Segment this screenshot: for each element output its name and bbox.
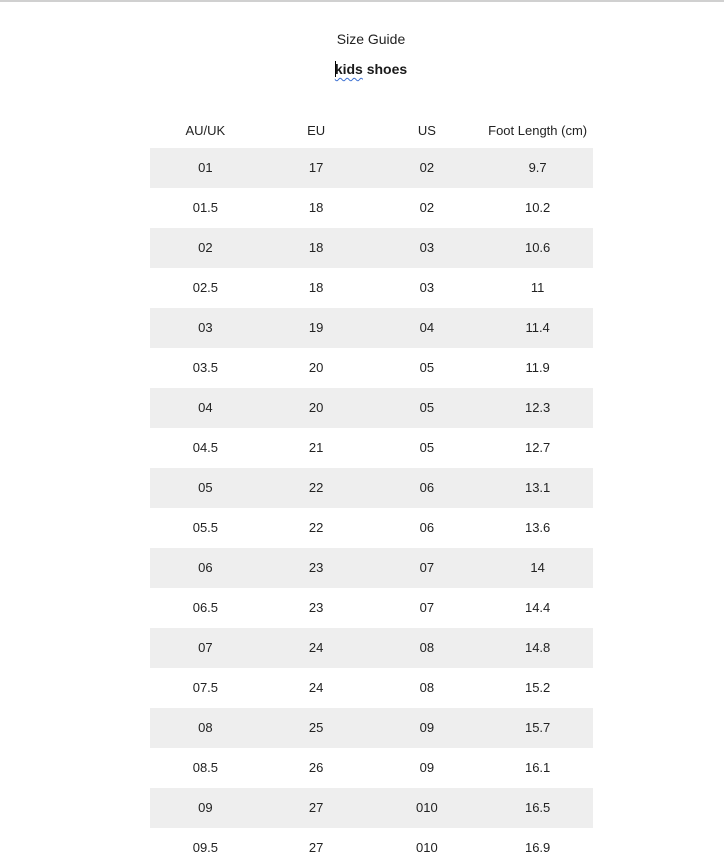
- cell-eu: 21: [308, 440, 324, 455]
- cell-au-uk: 07: [198, 640, 213, 655]
- table-row: [150, 708, 593, 748]
- cell-foot-length: 9.7: [528, 160, 547, 175]
- cell-au-uk: 03.5: [192, 360, 219, 375]
- cell-eu: 27: [308, 840, 324, 855]
- cell-foot-length: 13.6: [524, 520, 551, 535]
- header-us: US: [417, 123, 436, 138]
- cell-eu: 18: [308, 280, 324, 295]
- cell-us: 02: [419, 200, 435, 215]
- cell-eu: 24: [308, 680, 324, 695]
- cell-au-uk: 07.5: [192, 680, 219, 695]
- cell-eu: 26: [308, 760, 324, 775]
- cell-foot-length: 15.7: [524, 720, 551, 735]
- cell-us: 06: [419, 520, 435, 535]
- cell-foot-length: 16.1: [524, 760, 551, 775]
- cell-eu: 22: [308, 520, 324, 535]
- cell-us: 08: [419, 640, 435, 655]
- cell-eu: 19: [308, 320, 324, 335]
- cell-eu: 27: [308, 800, 324, 815]
- cell-foot-length: 12.7: [524, 440, 551, 455]
- subtitle-rest: shoes: [362, 61, 408, 77]
- cell-eu: 20: [308, 400, 324, 415]
- cell-foot-length: 14: [530, 560, 545, 575]
- cell-us: 04: [419, 320, 435, 335]
- cell-foot-length: 12.3: [524, 400, 551, 415]
- cell-au-uk: 05.5: [192, 520, 219, 535]
- cell-us: 09: [419, 760, 435, 775]
- table-row: [150, 188, 593, 228]
- cell-us: 09: [419, 720, 435, 735]
- cell-au-uk: 04: [198, 400, 213, 415]
- cell-us: 08: [419, 680, 435, 695]
- table-row: [150, 828, 593, 868]
- cell-eu: 18: [308, 240, 324, 255]
- cell-au-uk: 04.5: [192, 440, 219, 455]
- misspelled-word[interactable]: kids: [334, 61, 363, 77]
- cell-eu: 25: [308, 720, 324, 735]
- cell-foot-length: 16.5: [524, 800, 551, 815]
- cell-au-uk: 01.5: [192, 200, 219, 215]
- cell-us: 010: [416, 800, 438, 815]
- cell-au-uk: 01: [198, 160, 213, 175]
- cell-foot-length: 15.2: [524, 680, 551, 695]
- cell-us: 02: [419, 160, 435, 175]
- cell-au-uk: 03: [198, 320, 213, 335]
- cell-au-uk: 02.5: [192, 280, 219, 295]
- cell-au-uk: 02: [198, 240, 213, 255]
- cell-us: 03: [419, 240, 435, 255]
- cell-foot-length: 11.4: [525, 320, 550, 335]
- table-row: [150, 628, 593, 668]
- header-au-uk: AU/UK: [185, 123, 226, 138]
- cell-foot-length: 13.1: [524, 480, 551, 495]
- table-header-row: [150, 88, 593, 148]
- cell-au-uk: 09: [198, 800, 213, 815]
- header-eu: EU: [307, 123, 326, 138]
- cell-us: 07: [419, 600, 435, 615]
- cell-eu: 23: [308, 560, 324, 575]
- cell-us: 010: [416, 840, 438, 855]
- cell-foot-length: 10.2: [524, 200, 551, 215]
- cell-us: 07: [419, 560, 435, 575]
- size-table: [150, 88, 593, 868]
- cell-us: 05: [419, 440, 435, 455]
- table-row: [150, 228, 593, 268]
- table-row: [150, 428, 593, 468]
- cell-au-uk: 06: [198, 560, 213, 575]
- cell-us: 03: [419, 280, 435, 295]
- table-row: [150, 788, 593, 828]
- table-row: [150, 308, 593, 348]
- table-row: [150, 468, 593, 508]
- table-row: [150, 748, 593, 788]
- cell-foot-length: 11.9: [525, 360, 550, 375]
- cell-eu: 22: [308, 480, 324, 495]
- table-row: [150, 588, 593, 628]
- header-foot-length: Foot Length (cm): [488, 123, 588, 138]
- cell-us: 05: [419, 400, 435, 415]
- table-body: [150, 148, 593, 868]
- cell-foot-length: 10.6: [524, 240, 551, 255]
- cell-foot-length: 14.8: [524, 640, 551, 655]
- cell-au-uk: 08.5: [192, 760, 219, 775]
- cell-eu: 18: [308, 200, 324, 215]
- table-row: [150, 148, 593, 188]
- table-row: [150, 668, 593, 708]
- table-row: [150, 268, 593, 308]
- page-top-border: [0, 0, 724, 2]
- cell-au-uk: 06.5: [192, 600, 219, 615]
- cell-foot-length: 11: [530, 280, 545, 295]
- table-row: [150, 508, 593, 548]
- cell-eu: 17: [308, 160, 324, 175]
- document-subtitle[interactable]: [0, 61, 724, 77]
- table-row: [150, 548, 593, 588]
- cell-foot-length: 16.9: [524, 840, 551, 855]
- cell-eu: 23: [308, 600, 324, 615]
- cell-us: 05: [419, 360, 435, 375]
- table-row: [150, 388, 593, 428]
- cell-eu: 24: [308, 640, 324, 655]
- document-title: Size Guide: [336, 31, 406, 47]
- cell-us: 06: [419, 480, 435, 495]
- cell-eu: 20: [308, 360, 324, 375]
- cell-au-uk: 08: [198, 720, 213, 735]
- cell-au-uk: 09.5: [192, 840, 219, 855]
- cell-au-uk: 05: [198, 480, 213, 495]
- table-row: [150, 348, 593, 388]
- cell-foot-length: 14.4: [524, 600, 551, 615]
